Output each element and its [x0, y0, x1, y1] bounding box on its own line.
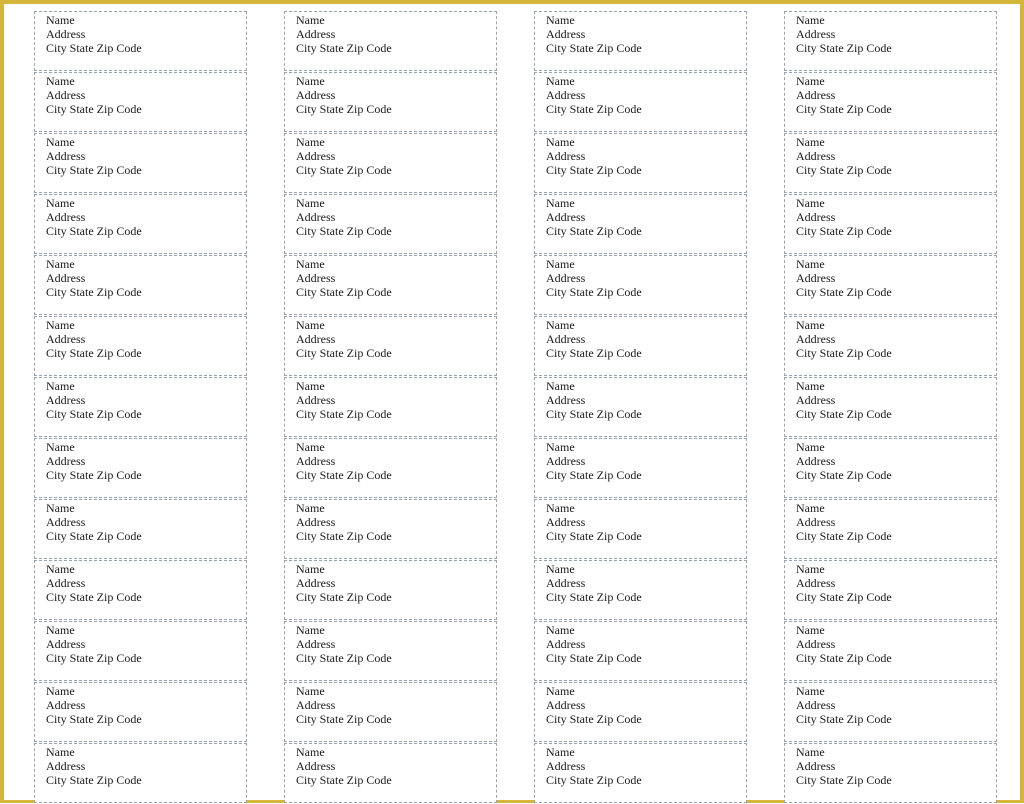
- address-label[interactable]: [534, 316, 747, 376]
- address-label[interactable]: [284, 621, 497, 681]
- label-name-line: Name: [46, 440, 75, 454]
- label-city-state-zip-line: City State Zip Code: [546, 651, 642, 665]
- label-name-line: Name: [546, 501, 575, 515]
- label-address-line: Address: [796, 393, 836, 407]
- address-label[interactable]: [784, 11, 997, 71]
- label-name-line: Name: [796, 74, 825, 88]
- label-city-state-zip-line: City State Zip Code: [46, 346, 142, 360]
- label-address-line: Address: [796, 576, 836, 590]
- label-address-line: Address: [546, 515, 586, 529]
- label-name-line: Name: [796, 562, 825, 576]
- address-label[interactable]: [784, 499, 997, 559]
- label-address-line: Address: [796, 271, 836, 285]
- label-name-line: Name: [546, 440, 575, 454]
- address-label[interactable]: [284, 682, 497, 742]
- label-address-line: Address: [296, 454, 336, 468]
- address-label[interactable]: [284, 377, 497, 437]
- address-label[interactable]: [784, 194, 997, 254]
- label-city-state-zip-line: City State Zip Code: [296, 41, 392, 55]
- label-city-state-zip-line: City State Zip Code: [46, 224, 142, 238]
- label-address-line: Address: [546, 149, 586, 163]
- label-city-state-zip-line: City State Zip Code: [796, 590, 892, 604]
- address-label[interactable]: [784, 560, 997, 620]
- label-name-line: Name: [296, 684, 325, 698]
- address-label[interactable]: [534, 682, 747, 742]
- label-city-state-zip-line: City State Zip Code: [546, 163, 642, 177]
- label-address-line: Address: [546, 88, 586, 102]
- address-label[interactable]: [34, 11, 247, 71]
- address-label[interactable]: [34, 560, 247, 620]
- label-address-line: Address: [46, 149, 86, 163]
- address-label[interactable]: [534, 499, 747, 559]
- label-address-line: Address: [296, 88, 336, 102]
- address-label[interactable]: [534, 438, 747, 498]
- address-label[interactable]: [284, 560, 497, 620]
- label-address-line: Address: [796, 698, 836, 712]
- label-city-state-zip-line: City State Zip Code: [546, 773, 642, 787]
- label-city-state-zip-line: City State Zip Code: [546, 224, 642, 238]
- address-label[interactable]: [784, 255, 997, 315]
- address-label[interactable]: [34, 72, 247, 132]
- label-name-line: Name: [46, 257, 75, 271]
- address-label[interactable]: [534, 377, 747, 437]
- label-address-line: Address: [296, 515, 336, 529]
- address-label[interactable]: [34, 377, 247, 437]
- address-label[interactable]: [34, 316, 247, 376]
- label-address-line: Address: [546, 454, 586, 468]
- label-name-line: Name: [796, 745, 825, 759]
- address-label[interactable]: [784, 682, 997, 742]
- label-name-line: Name: [796, 196, 825, 210]
- address-label[interactable]: [34, 133, 247, 193]
- label-name-line: Name: [46, 318, 75, 332]
- label-address-line: Address: [546, 698, 586, 712]
- label-city-state-zip-line: City State Zip Code: [296, 407, 392, 421]
- label-address-line: Address: [296, 393, 336, 407]
- label-city-state-zip-line: City State Zip Code: [46, 651, 142, 665]
- label-address-line: Address: [296, 698, 336, 712]
- address-label[interactable]: [34, 255, 247, 315]
- label-address-line: Address: [796, 149, 836, 163]
- label-address-line: Address: [296, 332, 336, 346]
- label-city-state-zip-line: City State Zip Code: [796, 651, 892, 665]
- label-city-state-zip-line: City State Zip Code: [46, 41, 142, 55]
- label-city-state-zip-line: City State Zip Code: [546, 346, 642, 360]
- label-name-line: Name: [46, 684, 75, 698]
- label-city-state-zip-line: City State Zip Code: [46, 590, 142, 604]
- address-label[interactable]: [284, 133, 497, 193]
- label-address-line: Address: [296, 759, 336, 773]
- address-label[interactable]: [34, 743, 247, 803]
- label-address-line: Address: [46, 698, 86, 712]
- label-city-state-zip-line: City State Zip Code: [796, 407, 892, 421]
- label-address-line: Address: [296, 576, 336, 590]
- address-label[interactable]: [34, 194, 247, 254]
- label-city-state-zip-line: City State Zip Code: [46, 773, 142, 787]
- label-name-line: Name: [546, 745, 575, 759]
- address-label[interactable]: [784, 377, 997, 437]
- label-address-line: Address: [46, 576, 86, 590]
- label-name-line: Name: [296, 257, 325, 271]
- label-name-line: Name: [46, 562, 75, 576]
- address-label[interactable]: [284, 194, 497, 254]
- label-city-state-zip-line: City State Zip Code: [546, 712, 642, 726]
- label-city-state-zip-line: City State Zip Code: [796, 285, 892, 299]
- label-address-line: Address: [296, 27, 336, 41]
- label-name-line: Name: [46, 501, 75, 515]
- address-label[interactable]: [284, 11, 497, 71]
- label-name-line: Name: [796, 684, 825, 698]
- label-name-line: Name: [546, 74, 575, 88]
- address-label[interactable]: [534, 133, 747, 193]
- label-name-line: Name: [546, 684, 575, 698]
- label-city-state-zip-line: City State Zip Code: [296, 773, 392, 787]
- label-address-line: Address: [546, 393, 586, 407]
- label-address-line: Address: [796, 515, 836, 529]
- label-name-line: Name: [296, 745, 325, 759]
- label-name-line: Name: [46, 13, 75, 27]
- label-city-state-zip-line: City State Zip Code: [296, 102, 392, 116]
- address-label[interactable]: [284, 743, 497, 803]
- label-city-state-zip-line: City State Zip Code: [46, 102, 142, 116]
- label-address-line: Address: [546, 637, 586, 651]
- label-address-line: Address: [46, 393, 86, 407]
- label-city-state-zip-line: City State Zip Code: [796, 773, 892, 787]
- address-label[interactable]: [534, 194, 747, 254]
- label-name-line: Name: [546, 13, 575, 27]
- label-sheet: [34, 11, 998, 804]
- label-address-line: Address: [296, 149, 336, 163]
- label-name-line: Name: [546, 135, 575, 149]
- label-name-line: Name: [546, 562, 575, 576]
- label-city-state-zip-line: City State Zip Code: [46, 712, 142, 726]
- address-label[interactable]: [784, 743, 997, 803]
- label-address-line: Address: [46, 332, 86, 346]
- label-city-state-zip-line: City State Zip Code: [546, 590, 642, 604]
- address-label[interactable]: [534, 255, 747, 315]
- label-city-state-zip-line: City State Zip Code: [46, 468, 142, 482]
- label-address-line: Address: [46, 454, 86, 468]
- address-label[interactable]: [34, 438, 247, 498]
- label-city-state-zip-line: City State Zip Code: [296, 224, 392, 238]
- label-city-state-zip-line: City State Zip Code: [296, 529, 392, 543]
- label-name-line: Name: [46, 196, 75, 210]
- label-city-state-zip-line: City State Zip Code: [46, 163, 142, 177]
- label-name-line: Name: [546, 379, 575, 393]
- address-label[interactable]: [784, 133, 997, 193]
- label-address-line: Address: [796, 27, 836, 41]
- label-name-line: Name: [46, 74, 75, 88]
- label-city-state-zip-line: City State Zip Code: [46, 407, 142, 421]
- label-name-line: Name: [296, 379, 325, 393]
- label-name-line: Name: [546, 318, 575, 332]
- label-address-line: Address: [46, 759, 86, 773]
- label-city-state-zip-line: City State Zip Code: [546, 41, 642, 55]
- label-name-line: Name: [546, 196, 575, 210]
- label-address-line: Address: [796, 210, 836, 224]
- label-name-line: Name: [796, 318, 825, 332]
- label-city-state-zip-line: City State Zip Code: [296, 163, 392, 177]
- label-city-state-zip-line: City State Zip Code: [546, 407, 642, 421]
- label-address-line: Address: [546, 27, 586, 41]
- label-name-line: Name: [796, 440, 825, 454]
- label-address-line: Address: [796, 637, 836, 651]
- label-address-line: Address: [296, 271, 336, 285]
- label-address-line: Address: [46, 27, 86, 41]
- label-name-line: Name: [46, 135, 75, 149]
- label-city-state-zip-line: City State Zip Code: [796, 529, 892, 543]
- label-city-state-zip-line: City State Zip Code: [296, 590, 392, 604]
- label-name-line: Name: [46, 745, 75, 759]
- label-address-line: Address: [46, 210, 86, 224]
- label-name-line: Name: [296, 74, 325, 88]
- label-name-line: Name: [296, 318, 325, 332]
- label-name-line: Name: [546, 623, 575, 637]
- label-address-line: Address: [546, 332, 586, 346]
- label-city-state-zip-line: City State Zip Code: [796, 102, 892, 116]
- label-city-state-zip-line: City State Zip Code: [296, 468, 392, 482]
- address-label[interactable]: [284, 72, 497, 132]
- address-label[interactable]: [284, 255, 497, 315]
- label-city-state-zip-line: City State Zip Code: [796, 163, 892, 177]
- label-city-state-zip-line: City State Zip Code: [796, 41, 892, 55]
- label-address-line: Address: [796, 332, 836, 346]
- label-address-line: Address: [796, 88, 836, 102]
- address-label[interactable]: [284, 499, 497, 559]
- label-city-state-zip-line: City State Zip Code: [296, 346, 392, 360]
- label-name-line: Name: [46, 379, 75, 393]
- address-label[interactable]: [34, 682, 247, 742]
- label-name-line: Name: [796, 501, 825, 515]
- address-label[interactable]: [534, 11, 747, 71]
- label-city-state-zip-line: City State Zip Code: [546, 529, 642, 543]
- label-city-state-zip-line: City State Zip Code: [796, 468, 892, 482]
- label-name-line: Name: [796, 13, 825, 27]
- label-address-line: Address: [296, 210, 336, 224]
- label-address-line: Address: [546, 210, 586, 224]
- label-address-line: Address: [296, 637, 336, 651]
- label-address-line: Address: [546, 271, 586, 285]
- label-name-line: Name: [796, 623, 825, 637]
- label-city-state-zip-line: City State Zip Code: [796, 346, 892, 360]
- label-name-line: Name: [296, 623, 325, 637]
- label-name-line: Name: [296, 135, 325, 149]
- address-label[interactable]: [534, 72, 747, 132]
- label-address-line: Address: [796, 759, 836, 773]
- label-name-line: Name: [296, 196, 325, 210]
- label-name-line: Name: [796, 257, 825, 271]
- label-address-line: Address: [546, 576, 586, 590]
- label-city-state-zip-line: City State Zip Code: [296, 712, 392, 726]
- address-label[interactable]: [34, 499, 247, 559]
- label-name-line: Name: [46, 623, 75, 637]
- address-label[interactable]: [284, 438, 497, 498]
- label-name-line: Name: [796, 379, 825, 393]
- label-address-line: Address: [46, 271, 86, 285]
- address-label[interactable]: [784, 438, 997, 498]
- address-label[interactable]: [784, 316, 997, 376]
- address-label[interactable]: [784, 621, 997, 681]
- label-city-state-zip-line: City State Zip Code: [796, 224, 892, 238]
- label-name-line: Name: [796, 135, 825, 149]
- label-city-state-zip-line: City State Zip Code: [296, 285, 392, 299]
- label-address-line: Address: [796, 454, 836, 468]
- address-label[interactable]: [534, 560, 747, 620]
- label-address-line: Address: [546, 759, 586, 773]
- label-address-line: Address: [46, 88, 86, 102]
- label-city-state-zip-line: City State Zip Code: [546, 468, 642, 482]
- address-label[interactable]: [284, 316, 497, 376]
- label-city-state-zip-line: City State Zip Code: [46, 285, 142, 299]
- label-name-line: Name: [546, 257, 575, 271]
- address-label[interactable]: [784, 72, 997, 132]
- address-label[interactable]: [534, 621, 747, 681]
- label-address-line: Address: [46, 515, 86, 529]
- label-city-state-zip-line: City State Zip Code: [296, 651, 392, 665]
- address-label[interactable]: [534, 743, 747, 803]
- label-city-state-zip-line: City State Zip Code: [546, 285, 642, 299]
- label-address-line: Address: [46, 637, 86, 651]
- label-name-line: Name: [296, 440, 325, 454]
- label-name-line: Name: [296, 501, 325, 515]
- label-city-state-zip-line: City State Zip Code: [546, 102, 642, 116]
- label-city-state-zip-line: City State Zip Code: [46, 529, 142, 543]
- label-name-line: Name: [296, 562, 325, 576]
- label-city-state-zip-line: City State Zip Code: [796, 712, 892, 726]
- address-label[interactable]: [34, 621, 247, 681]
- label-name-line: Name: [296, 13, 325, 27]
